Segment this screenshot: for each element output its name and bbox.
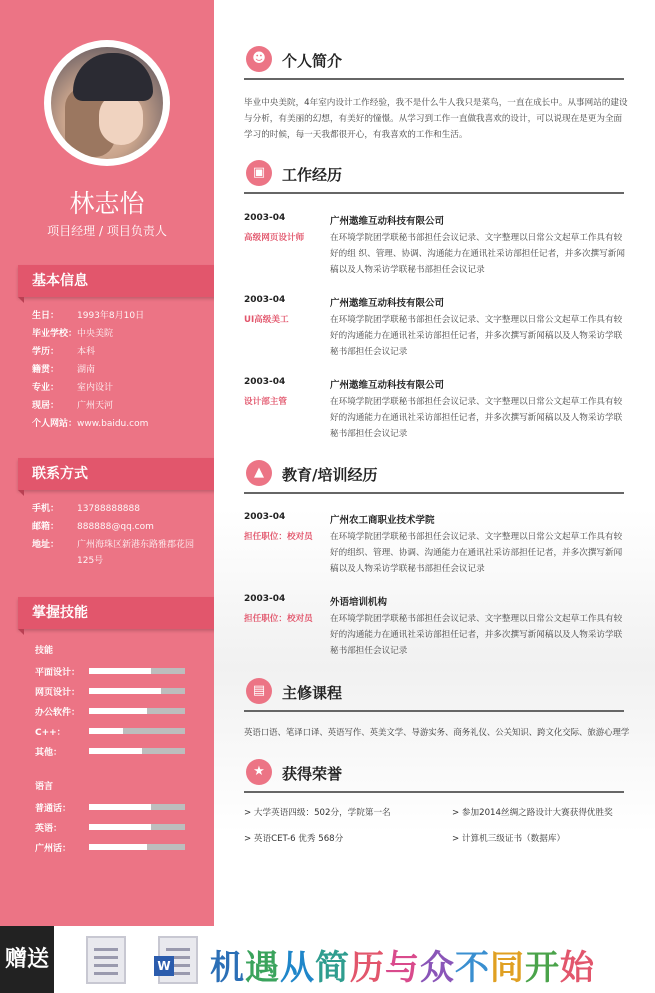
entry-description: 在环境学院团学联秘书部担任会议记录、文字整理以日常公文起草工作具有较好的沟通能力在通讯社采访部担任记者，并多次撰写新闻稿以及人物采访学联秘书部担任会议记录 [330,614,623,656]
medal-icon: ★ [246,759,272,785]
intro-header [244,46,624,80]
honor-item: > 计算机三级证书（数据库） [452,834,566,844]
entry-description: 在环境学院团学联秘书部担任会议记录、文字整理以日常公文起草工作具有较好的组 织、管理、协调、沟通能力在通讯社采访部担任记者，并多次撰写新闻稿以及人物采访学联秘书部担任会议记录 [330,233,625,275]
gift-logo: 赠送 [0,926,54,993]
skill-row [35,797,185,817]
skill-level-fill [89,688,161,694]
skill-level-bar [89,688,185,694]
skill-level-fill [89,824,151,830]
info-key: 生日： [32,311,60,321]
entry-position: 担任职位：校对员 [244,532,313,542]
info-key: 邮箱： [32,522,60,532]
info-value: 本科 [77,347,96,357]
skill-group-title: 语言 [35,782,54,792]
education-title: 教育/培训经历 [282,466,378,484]
info-row [32,361,197,379]
entry-date: 2003-04 [244,377,286,387]
info-value: 1993年8月10日 [77,311,145,321]
entry-description: 在环境学院团学联秘书部担任会议记录、文字整理以日常公文起草工作具有较好的沟通能力在通讯社采访部担任记者，并多次撰写新闻稿以及人物采访学联秘书部担任会议记录 [330,397,623,439]
info-key: 籍贯： [32,365,60,375]
entry-company: 广州遨维互动科技有限公司 [330,298,445,309]
info-row [32,518,197,536]
info-value: 中央美院 [77,329,114,339]
skill-level-fill [89,708,147,714]
entry-school: 外语培训机构 [330,597,388,608]
skill-row [35,817,185,837]
info-key: 学历： [32,347,60,357]
entry-description: 在环境学院团学联秘书部担任会议记录、文字整理以日常公文起草工作具有较好的组织、管理、协调、沟通能力在通讯社采访部担任记者，并多次撰写新闻稿以及人物采访学联秘书部担任会议记录 [330,532,623,574]
skill-level-bar [89,844,185,850]
word-document-icon: W [158,936,198,984]
info-value: 室内设计 [77,383,114,393]
person-name: 林志怡 [69,189,145,218]
entry-date: 2003-04 [244,512,286,522]
book-icon: ▤ [246,678,272,704]
entry-position: 高级网页设计师 [244,233,305,243]
info-value: 广州天河 [77,401,114,411]
info-value: 13788888888 [77,504,140,514]
skill-level-fill [89,804,151,810]
info-row [32,343,197,361]
main-content [214,0,655,926]
intro-title: 个人简介 [282,52,343,70]
info-key: 现居： [32,401,60,411]
entry-description: 在环境学院团学联秘书部担任会议记录、文字整理以日常公文起草工作具有较好的沟通能力在通讯社采访部担任记者，并多次撰写新闻稿以及人物采访学联秘书部担任会议记录 [330,315,623,357]
basic-info-list [32,307,197,433]
skill-label: 英语： [35,823,63,834]
slogan: 机遇从简历与众不同开始 [210,948,595,988]
skill-label: 广州话： [35,843,72,854]
skill-level-fill [89,748,142,754]
entry-date: 2003-04 [244,594,286,604]
skill-level-fill [89,728,123,734]
honors-title: 获得荣誉 [282,765,343,783]
entry-company: 广州遨维互动科技有限公司 [330,380,445,391]
info-row [32,325,197,343]
info-row [32,500,197,518]
avatar-photo [51,47,163,159]
skills-title: 掌握技能 [18,597,224,629]
skill-level-bar [89,728,185,734]
skill-level-bar [89,668,185,674]
skill-label: C++： [35,727,66,738]
entry-position: 担任职位：校对员 [244,614,313,624]
skill-level-fill [89,844,147,850]
skill-label: 网页设计： [35,687,81,698]
promo-banner [0,926,655,993]
info-value: 广州海珠区新港东路雅郡花园125号 [77,540,195,566]
skills-list [35,641,185,857]
entry-position: UI高级美工 [244,315,289,325]
avatar [44,40,170,166]
skill-level-fill [89,668,151,674]
skill-label: 普通话： [35,803,72,814]
skill-row [35,721,185,741]
document-icon [86,936,126,984]
basic-info-title: 基本信息 [18,265,224,297]
skill-label: 平面设计： [35,667,81,678]
contact-list [32,500,197,568]
skill-row [35,741,185,761]
skill-label: 办公软件： [35,707,81,718]
info-row [32,536,197,568]
skill-level-bar [89,748,185,754]
info-row [32,379,197,397]
info-row [32,397,197,415]
education-header [244,460,624,494]
courses-header [244,678,624,712]
info-key: 专业： [32,383,60,393]
skill-row [35,681,185,701]
info-key: 地址： [32,540,60,550]
graduation-cap-icon: ▲ [246,460,272,486]
skill-row [35,701,185,721]
work-header [244,160,624,194]
info-value: www.baidu.com [77,419,149,429]
skill-level-bar [89,804,185,810]
info-value: 湖南 [77,365,96,375]
info-key: 毕业学校： [32,329,78,339]
info-key: 手机： [32,504,60,514]
info-row [32,415,197,433]
info-row [32,307,197,325]
person-icon: ☻ [246,46,272,72]
honors-header [244,759,624,793]
info-value: 888888@qq.com [77,522,154,532]
courses-text: 英语口语、笔译口译、英语写作、英美文学、导游实务、商务礼仪、公关知识、跨文化交际、旅游心理学 [244,727,630,737]
entry-school: 广州农工商职业技术学院 [330,515,435,526]
work-title: 工作经历 [282,166,343,184]
honor-item: > 参加2014丝绸之路设计大赛获得优胜奖 [452,808,613,818]
skill-label: 其他： [35,747,63,758]
briefcase-icon: ▣ [246,160,272,186]
entry-date: 2003-04 [244,213,286,223]
entry-position: 设计部主管 [244,397,287,407]
contact-title: 联系方式 [18,458,224,490]
skill-row [35,661,185,681]
info-key: 个人网站： [32,419,78,429]
skill-row [35,837,185,857]
entry-company: 广州遨维互动科技有限公司 [330,216,445,227]
intro-text: 毕业中央美院，4年室内设计工作经验，我不是什么牛人我只是菜鸟，一直在成长中。从事网站的建设与分析，有美丽的幻想，有美好的憧憬。从学习到工作一直做我喜欢的设计，可以说现在是更为全面学习的时候，每一天我都很开心，有我喜欢的工作和生活。 [244,98,628,140]
sidebar [0,0,214,926]
skill-group-title: 技能 [35,646,54,656]
person-role: 项目经理 / 项目负责人 [47,224,167,238]
entry-date: 2003-04 [244,295,286,305]
honor-item: > 大学英语四级：502分，学院第一名 [244,808,391,818]
courses-title: 主修课程 [282,684,343,702]
skill-level-bar [89,708,185,714]
honor-item: > 英语CET-6 优秀 568分 [244,834,344,844]
skill-level-bar [89,824,185,830]
